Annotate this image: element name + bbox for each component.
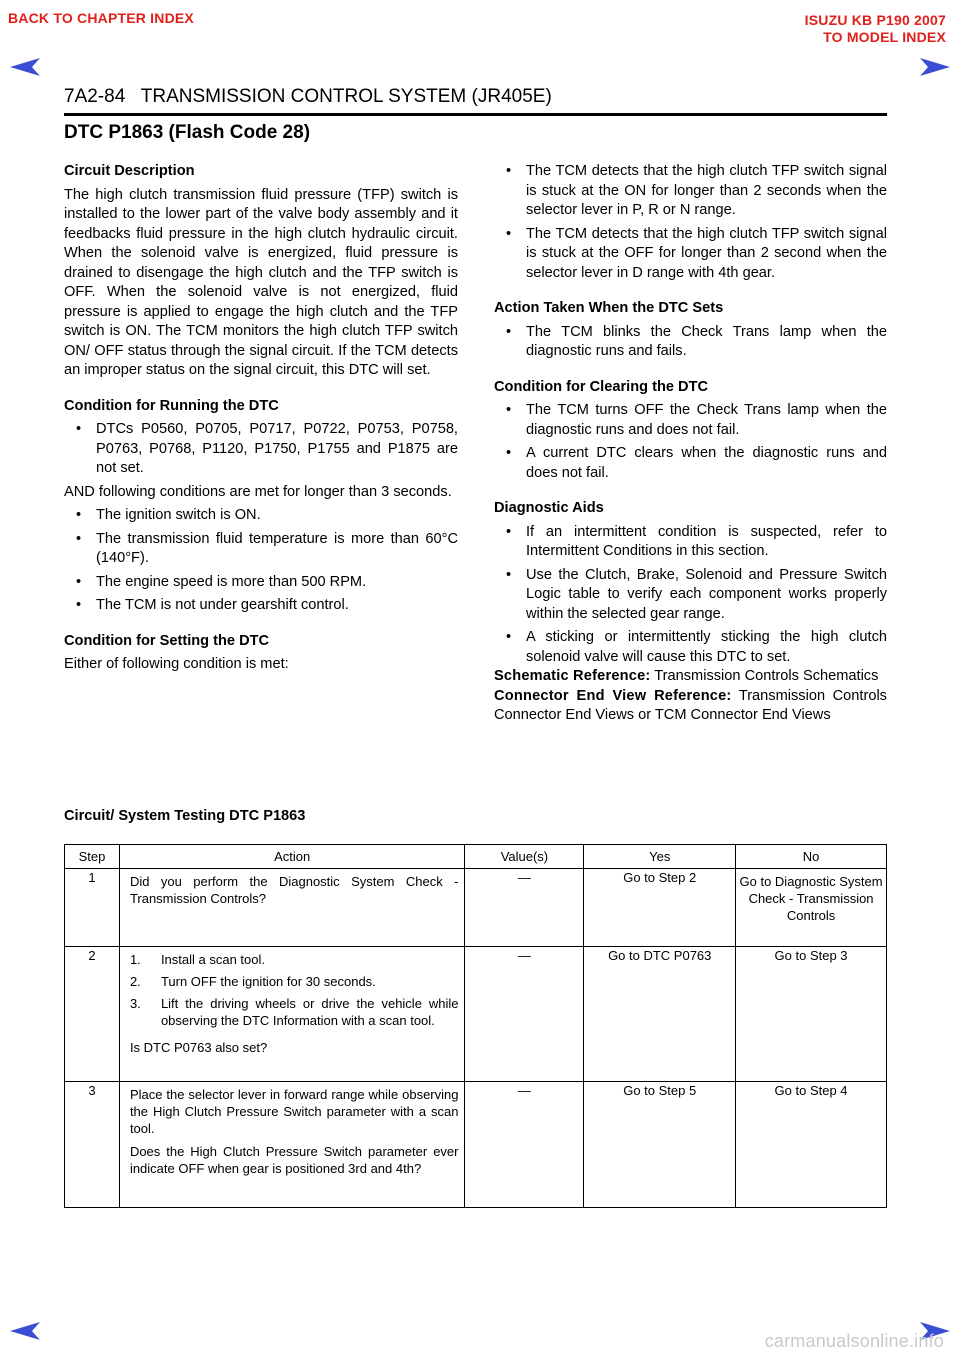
clearing-conditions-list bbox=[494, 401, 887, 483]
running-conditions-list bbox=[64, 506, 458, 616]
diagnostic-aids-heading: Diagnostic Aids bbox=[494, 500, 604, 516]
list-item: 2. Turn OFF the ignition for 30 seconds. bbox=[129, 974, 376, 989]
list-item: • The TCM blinks the Check Trans lamp when the diagnostic runs and fails. bbox=[494, 323, 887, 362]
step-no-link[interactable]: Go to Diagnostic System Check - Transmission Controls bbox=[736, 869, 887, 947]
setting-conditions-list bbox=[494, 162, 887, 283]
running-dtc-list bbox=[64, 420, 458, 479]
step-yes-link[interactable]: Go to Step 5 bbox=[584, 1082, 736, 1208]
list-item: • The TCM detects that the high clutch TFP switch signal is stuck at the OFF for longer than 2 second when the selector lever in D range with 4th gear. bbox=[494, 225, 887, 284]
table-title: Circuit/ System Testing DTC P1863 bbox=[64, 808, 306, 824]
list-item: • The TCM is not under gearshift control. bbox=[64, 596, 458, 616]
step-no-link[interactable]: Go to Step 4 bbox=[736, 1082, 887, 1208]
table-header-row bbox=[65, 845, 887, 869]
list-item: • The TCM turns OFF the Check Trans lamp when the diagnostic runs and does not fail. bbox=[494, 401, 887, 440]
table-row bbox=[65, 947, 887, 1082]
action-question: Does the High Clutch Pressure Switch parameter ever indicate OFF when gear is positioned 3rd and 4th? bbox=[129, 1144, 459, 1176]
step-value: — bbox=[465, 1082, 584, 1208]
clearing-conditions-heading: Condition for Clearing the DTC bbox=[494, 378, 709, 395]
action-steps-list bbox=[130, 951, 459, 1029]
action-text: Did you perform the Diagnostic System Check - Transmission Controls? bbox=[129, 874, 459, 906]
step-yes-link[interactable]: Go to Step 2 bbox=[584, 869, 736, 947]
next-page-arrow-icon[interactable] bbox=[920, 58, 950, 76]
schematic-reference-link[interactable]: Transmission Controls Schematics bbox=[654, 668, 879, 684]
connector-reference bbox=[494, 687, 887, 726]
connector-reference-link[interactable]: Transmission Controls Connector End Views or TCM Connector End Views bbox=[494, 687, 887, 723]
header-values: Value(s) bbox=[465, 845, 584, 869]
watermark: carmanualsonline.info bbox=[764, 1331, 944, 1351]
step-number: 3 bbox=[65, 1082, 120, 1208]
action-text: Place the selector lever in forward range while observing the High Clutch Pressure Switch parameter with a scan tool. bbox=[129, 1087, 459, 1136]
step-no-link[interactable]: Go to Step 3 bbox=[736, 947, 887, 1082]
connector-reference-label: Connector End View Reference: bbox=[494, 687, 732, 704]
header-rule bbox=[64, 113, 887, 116]
table-row bbox=[65, 869, 887, 947]
back-to-chapter-index-link[interactable]: BACK TO CHAPTER INDEX bbox=[8, 10, 194, 26]
diagnostic-aids-list bbox=[494, 523, 887, 668]
list-item: 3. Lift the driving wheels or drive the vehicle while observing the DTC Information with a scan tool. bbox=[129, 996, 459, 1028]
list-item: • The TCM detects that the high clutch TFP switch signal is stuck at the ON for longer than 2 seconds when the selector lever in P, R or N range. bbox=[494, 162, 887, 221]
running-and-text: AND following conditions are met for longer than 3 seconds. bbox=[64, 483, 452, 500]
step-action bbox=[119, 869, 465, 947]
step-value: — bbox=[465, 947, 584, 1082]
list-item: • DTCs P0560, P0705, P0717, P0722, P0753, P0758, P0763, P0768, P1120, P1750, P1755 and P1875 are not set. bbox=[64, 420, 458, 479]
step-value: — bbox=[465, 869, 584, 947]
schematic-reference-label: Schematic Reference: bbox=[494, 668, 651, 684]
setting-conditions-text: Either of following condition is met: bbox=[64, 656, 289, 672]
step-yes-link[interactable]: Go to DTC P0763 bbox=[584, 947, 736, 1082]
action-taken-list bbox=[494, 323, 887, 362]
model-index-nav[interactable] bbox=[805, 12, 946, 46]
to-model-index-link[interactable]: TO MODEL INDEX bbox=[823, 29, 946, 45]
table-row bbox=[65, 1082, 887, 1208]
circuit-description-text: The high clutch transmission fluid pressure (TFP) switch is installed to the lower part of the valve body assembly and it feedbacks fluid pressure in the high clutch hydraulic circuit. When the solenoid valve is energized, fluid pressure is drained to disengage the high clutch and the TFP switch is OFF. When the solenoid valve is not energized, fluid pressure is applied to engage the high clutch and the TFP switch is ON. The TCM monitors the high clutch TFP switch ON/ OFF status through the signal circuit. If the TCM detects an improper status on the signal circuit, this DTC will set. bbox=[64, 186, 458, 378]
action-question: Is DTC P0763 also set? bbox=[129, 1040, 268, 1055]
step-number: 2 bbox=[65, 947, 120, 1082]
previous-page-arrow-icon[interactable] bbox=[10, 58, 40, 76]
list-item: • The transmission fluid temperature is more than 60°C (140°F). bbox=[64, 530, 458, 569]
list-item: • If an intermittent condition is suspected, refer to Intermittent Conditions in this section. bbox=[494, 523, 887, 562]
running-conditions-heading: Condition for Running the DTC bbox=[64, 397, 279, 414]
circuit-testing-table bbox=[64, 844, 887, 1208]
header-step: Step bbox=[65, 845, 120, 869]
list-item: • The ignition switch is ON. bbox=[64, 506, 458, 526]
previous-page-arrow-bottom-icon[interactable] bbox=[10, 1322, 40, 1340]
list-item: • Use the Clutch, Brake, Solenoid and Pressure Switch Logic table to verify each component works properly within the selected gear range. bbox=[494, 566, 887, 625]
page-title: DTC P1863 (Flash Code 28) bbox=[64, 122, 311, 143]
right-column bbox=[494, 162, 887, 726]
model-title: ISUZU KB P190 2007 bbox=[804, 12, 946, 28]
step-action bbox=[119, 947, 465, 1082]
schematic-reference bbox=[494, 667, 887, 687]
list-item: • A sticking or intermittently sticking the high clutch solenoid valve will cause this DTC to set. bbox=[494, 628, 887, 667]
list-item: • The engine speed is more than 500 RPM. bbox=[64, 573, 458, 593]
circuit-description-heading: Circuit Description bbox=[64, 163, 195, 179]
list-item: • A current DTC clears when the diagnostic runs and does not fail. bbox=[494, 444, 887, 483]
step-action bbox=[119, 1082, 465, 1208]
list-item: 1. Install a scan tool. bbox=[129, 952, 265, 967]
step-number: 1 bbox=[65, 869, 120, 947]
header-no: No bbox=[736, 845, 887, 869]
left-column bbox=[64, 162, 458, 691]
setting-conditions-heading: Condition for Setting the DTC bbox=[64, 632, 270, 649]
action-taken-heading: Action Taken When the DTC Sets bbox=[494, 300, 724, 316]
page-header: 7A2-84 TRANSMISSION CONTROL SYSTEM (JR405E) bbox=[64, 86, 552, 107]
header-action: Action bbox=[119, 845, 465, 869]
header-yes: Yes bbox=[584, 845, 736, 869]
